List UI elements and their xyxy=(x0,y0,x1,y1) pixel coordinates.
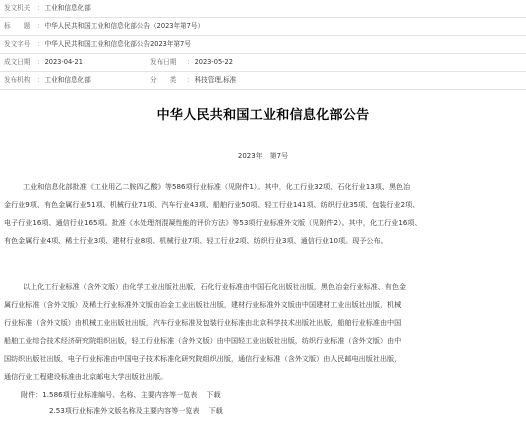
category-colon: ： xyxy=(187,76,194,84)
document-number: 2023年 第7号 xyxy=(237,152,289,160)
date-label: 成文日期 xyxy=(4,58,31,66)
attachment-prefix: 附件： xyxy=(21,390,43,399)
docno-colon: ： xyxy=(37,40,44,48)
paragraph-line: 通信行业工程建设标准由北京邮电大学出版社出版。 xyxy=(4,372,168,381)
title-colon: ： xyxy=(37,22,44,30)
paragraph-line-text: 工业和信息化部批准《工业用乙二胺四乙酸》等586项行业标准（见附件1）。其中，化工行业32项、石化行业13项、黑色冶 xyxy=(23,182,411,191)
category-value: 科技管理,标准 xyxy=(194,76,237,84)
paragraph-publishers xyxy=(0,278,526,386)
meta-row-title xyxy=(0,18,526,36)
title-value: 中华人民共和国工业和信息化部公告（2023年第7号） xyxy=(44,22,205,30)
paragraph-line xyxy=(4,178,522,196)
pubdate-colon: ： xyxy=(187,58,194,66)
attachment-2-row xyxy=(49,406,526,416)
document-metadata-table xyxy=(0,0,526,90)
paragraph-line: 金行业9项、有色金属行业51项、机械行业71项、汽车行业43项、船舶行业50项、轻工行业141项、纺织行业35项、包装行业2项、 xyxy=(4,200,420,209)
attachment-2-title: 2.53项行业标准外文版名称及主要内容等一览表 xyxy=(49,406,200,415)
pubdate-label: 发布日期 xyxy=(150,58,177,66)
meta-row-dates xyxy=(0,54,526,72)
page-title: 中华人民共和国工业和信息化部公告 xyxy=(156,108,370,123)
pubdate-value: 2023-05-22 xyxy=(194,58,233,66)
meta-row-org xyxy=(0,72,526,90)
paragraph-line: 国纺织出版社出版，电子行业标准由中国电子技术标准化研究院组织出版，通信行业标准（含外文版）由人民邮电出版社出版， xyxy=(4,354,402,363)
issuer-value: 工业和信息化部 xyxy=(44,4,91,12)
issuer-colon: ： xyxy=(37,4,44,12)
org-value: 工业和信息化部 xyxy=(44,76,91,84)
attachment-1-title: 1.586项行业标准编号、名称、主要内容等一览表 xyxy=(42,390,198,399)
issuer-label: 发文机关 xyxy=(4,4,31,12)
meta-row-docno xyxy=(0,36,526,54)
attachment-1-row xyxy=(21,390,526,400)
paragraph-line xyxy=(4,278,522,296)
title-label: 标 题 xyxy=(4,22,31,30)
paragraph-line: 船舶工业综合技术经济研究院组织出版，轻工行业标准（含外文版）由中国轻工业出版社出版，纺织行业标准（含外文版）由中 xyxy=(4,336,402,345)
paragraph-line: 电子行业16项、通信行业165项。批准《水处理剂混凝性能的评价方法》等53项行业标准外文版（见附件2）。其中，化工行业16项、 xyxy=(4,218,422,227)
paragraph-line-text: 以上化工行业标准（含外文版）由化学工业出版社出版，石化行业标准由中国石化出版社出版，黑色冶金行业标准、有色金 xyxy=(23,282,407,291)
org-label: 发布机构 xyxy=(4,76,31,84)
paragraph-line: 属行业标准（含外文版）及稀土行业标准外文版由冶金工业出版社出版，建材行业标准外文版由中国建材工业出版社出版，机械 xyxy=(4,300,402,309)
attachment-2-download-link[interactable]: 下载 xyxy=(208,406,223,415)
date-colon: ： xyxy=(37,58,44,66)
category-label: 分 类 xyxy=(150,76,177,84)
org-colon: ： xyxy=(37,76,44,84)
paragraph-line: 行业标准（含外文版）由机械工业出版社出版，汽车行业标准及包装行业标准由北京科学技术出版社出版，船舶行业标准由中国 xyxy=(4,318,402,327)
paragraph-approval xyxy=(0,178,526,250)
attachment-1-download-link[interactable]: 下载 xyxy=(206,390,221,399)
docno-value: 中华人民共和国工业和信息化部公告2023年第7号 xyxy=(44,40,191,48)
date-value: 2023-04-21 xyxy=(44,58,83,66)
paragraph-line: 有色金属行业4项、稀土行业3项、建材行业8项、机械行业7项、轻工行业2项、纺织行业3项、通信行业10项。现予公布。 xyxy=(4,236,388,245)
meta-row-issuer xyxy=(0,0,526,18)
docno-label: 发文字号 xyxy=(4,40,31,48)
